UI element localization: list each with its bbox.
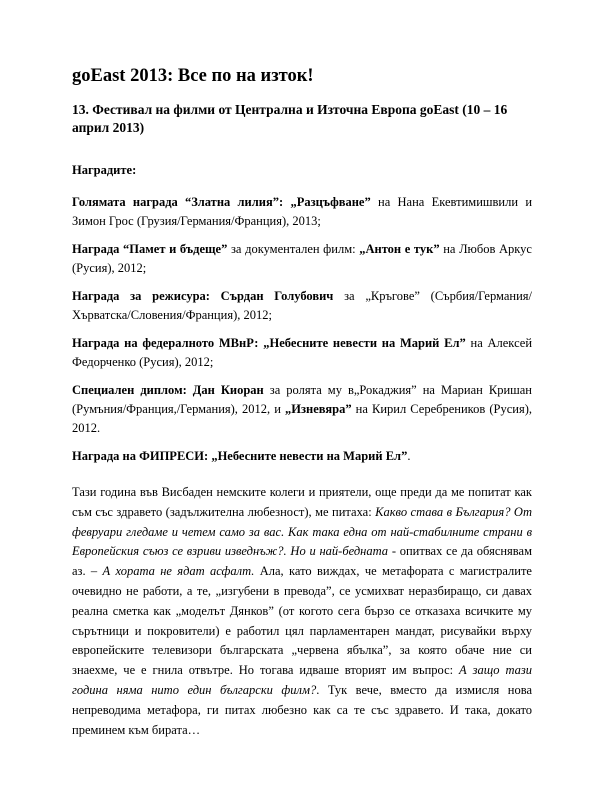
body-quote: А защо тази година няма нито един български филм? <box>72 663 532 697</box>
award-details: на Алексей Федорченко (Русия), 2012; <box>72 336 533 369</box>
award-name: Голямата награда “Златна лилия”: <box>72 195 291 209</box>
award-name: Награда на федералното МВнР: <box>72 336 264 350</box>
festival-subtitle: 13. Фестивал на филми от Централна и Източна Европа goEast (10 – 16 април 2013) <box>72 102 508 135</box>
article-body <box>72 483 532 740</box>
award-details: за „Кръгове” (Сърбия/Германия/ Хърватска/Словения/Франция), 2012; <box>72 289 532 322</box>
award-name: Награда “Памет и бъдеще” <box>72 242 228 256</box>
award-name: Специален диплом: Дан Киоран <box>72 383 264 397</box>
award-name: Награда на ФИПРЕСИ: „Небесните невести на Марий Ел” <box>72 449 408 463</box>
award-category: за документален филм: <box>227 242 360 256</box>
award-item <box>72 193 532 231</box>
awards-heading: Наградите: <box>72 163 137 177</box>
award-film: „Антон е тук” <box>359 242 440 256</box>
award-item <box>72 334 532 372</box>
body-quote: А хората не ядат асфалт. <box>102 564 255 579</box>
awards-section <box>72 161 532 475</box>
award-item <box>72 287 532 325</box>
award-details: на Кирил Серебреников (Русия), 2012. <box>72 402 532 435</box>
award-details: на Нана Екевтимишвили и Зимон Грос (Грузия/Германия/Франция), 2013; <box>72 195 533 228</box>
body-text-segment: . Тук вече, вместо да измисля нова непреводима метафора, ги питах любезно как са те със здравето. И така, докато преминем към бирата… <box>72 682 532 737</box>
award-item <box>72 447 532 466</box>
award-name: Награда за режисура: Сърдан Голубович <box>72 289 334 303</box>
award-film: „Небесните невести на Марий Ел” <box>263 336 466 350</box>
award-details: . <box>407 449 411 463</box>
award-item <box>72 381 532 438</box>
award-category: за ролята му в„Рокаджия” на Мариан Кришан (Румъния/Франция,/Германия), 2012, и <box>72 383 532 416</box>
page-title: goEast 2013: Все по на изток! <box>72 66 314 86</box>
award-details: на Любов Аркус (Русия), 2012; <box>72 242 532 275</box>
award-film: „Разцъфване” <box>290 195 371 209</box>
body-text-segment: Тази година във Висбаден немските колеги и приятели, още преди да ме попитат как съм със здравето (задължителна любезност), ме питаха: <box>72 485 532 519</box>
award-film: „Изневяра” <box>285 402 352 416</box>
award-item <box>72 240 532 278</box>
body-text-segment: Ала, като виждах, че метафората с магистралите очевидно не работи, а те, „изгубени в превода”, се усмихват неразбиращо, си давах реална сметка как „моделът Дянков” (от когото сега бързо се отказаха всичките му сърътници и покровители) е работил цял парламентарен мандат, рисувайки върху европейските телевизори българската „червена ябълка”, за която обаче ние си знаехме, че е гнила отвътре. Но тогава идваше вторият им въпрос: <box>72 564 532 678</box>
body-quote: Какво става в България? От февруари гледаме и четем само за вас. Как така една от най-стабилните страни в Европейския съюз се взриви изведнъж?. Но и най-бедната <box>72 504 532 559</box>
body-text-segment: - опитвах се да обяснявам аз. – <box>72 544 532 579</box>
